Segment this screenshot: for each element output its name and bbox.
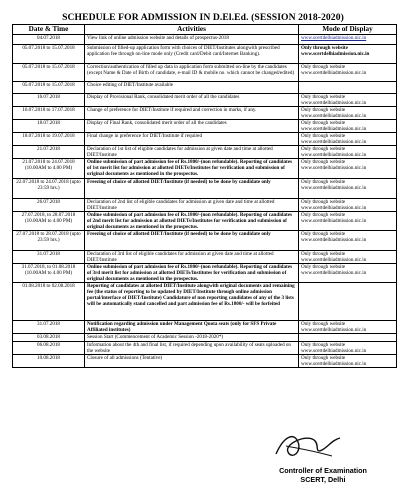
row-mode[interactable]: Only through website www.scertdelhiadmission.nic.in <box>299 199 397 212</box>
table-row <box>13 321 397 334</box>
row-activity: Declaration of 1st list of eligible candidates for admission at given date and time at allotted DIET/Institute <box>85 146 299 159</box>
row-activity: Choice editing of DIET/Institute available <box>85 82 299 94</box>
table-row <box>13 264 397 283</box>
row-date: 03.08.2018 <box>13 334 85 342</box>
row-mode[interactable]: Only through website www.scertdelhiadmission.nic.in <box>299 355 397 368</box>
row-date: 16.07.2018 to 17.07.2018 <box>13 107 85 120</box>
table-row <box>13 45 397 64</box>
row-activity: Declaration of 3rd list of eligible candidates for admission at given date and time at allotted DIET/Institute <box>85 251 299 264</box>
row-mode <box>299 334 397 342</box>
row-activity: Session Start (Commencement of Academic Session -2018-2020*) <box>85 334 299 342</box>
stamp-line-2: SCERT, Delhi <box>300 475 346 484</box>
row-date: 16.07.2018 <box>13 94 85 107</box>
table-row <box>13 334 397 342</box>
table-row <box>13 64 397 82</box>
row-mode[interactable]: Only through website www.scertdelhiadmission.nic.in <box>299 45 397 64</box>
schedule-table <box>12 24 397 368</box>
row-mode[interactable]: Only through website www.scertdelhiadmission.nic.in <box>299 179 397 199</box>
row-mode[interactable]: Only through website www.scertdelhiadmission.nic.in <box>299 120 397 133</box>
row-activity: Final change in preference for DIET/Institute if required <box>85 133 299 146</box>
official-stamp <box>268 466 378 484</box>
table-row <box>13 107 397 120</box>
signature-icon <box>236 426 356 466</box>
table-row <box>13 231 397 251</box>
row-mode <box>299 283 397 321</box>
row-date: 27.07.2018, to 28.07.2018 (10.00AM to 4.00 PM) <box>13 212 85 231</box>
table-row <box>13 120 397 133</box>
row-mode[interactable]: Only through website www.scertdelhiadmission.nic.in <box>299 94 397 107</box>
stamp-line-1: Controller of Examination <box>279 466 367 475</box>
table-row <box>13 146 397 159</box>
row-date: 05.07.2018 to 15.07.2018 <box>13 82 85 94</box>
table-row <box>13 199 397 212</box>
table-header-row <box>13 25 397 35</box>
table-row <box>13 251 397 264</box>
row-activity: Change of preference for DIET/Institute if required and correction in marks, if any. <box>85 107 299 120</box>
row-mode[interactable]: Only through website www.scertdelhiadmission.nic.in <box>299 212 397 231</box>
row-activity: View link of online admission website and details of prospectus-2018 <box>85 35 299 45</box>
row-mode[interactable]: Only through website www.scertdelhiadmission.nic.in <box>299 342 397 355</box>
row-activity: Freezing of choice of allotted DIET/Institute (if needed) to be done by candidate only <box>85 231 299 251</box>
row-activity: Online submission of part admission fee of Rs.1800/-(non refundable). Reporting of candidates of 3rd merit list for admission at allotted DIETs/Institutes for verification and submission of original documents as mentioned in the prospectus. <box>85 264 299 283</box>
table-row <box>13 35 397 45</box>
row-activity: Correction/authentication of filled up data in application form submitted on-line by the candidates (except Name & Date of Birth of candidate, e-mail ID & mobile no. which cannot be changed/edited) <box>85 64 299 82</box>
table-body <box>13 35 397 368</box>
row-date: 05.07.2018 to 15.07.2018 <box>13 45 85 64</box>
row-activity: Display of Final Rank, consolidated merit order of all the candidates <box>85 120 299 133</box>
row-date: 27.07.2018 to 28.07.2018 (upto 23:59 hrs.) <box>13 231 85 251</box>
row-mode[interactable]: Only through website www.scertdelhiadmission.nic.in <box>299 321 397 334</box>
row-activity: Information about the 4th and final list, if required depending upon availability of seats uploaded on the website <box>85 342 299 355</box>
row-activity: Online submission of part admission fee of Rs.1800/-(non refundable). Reporting of candidates of 1st merit list for admission at allotted DIETs/Institutes for verification and submission of original documents as mentioned in the prospectus. <box>85 159 299 179</box>
table-row <box>13 355 397 368</box>
row-activity: Submission of filled-up application form with choices of DIET/Institutes alongwith prescribed application fee through on-line mode only (Credit card/Debit card/Internet Banking). <box>85 45 299 64</box>
row-mode[interactable]: www.scertdelhiadmission.nic.in <box>299 35 397 45</box>
row-activity: Closure of all admissions (Tentative) <box>85 355 299 368</box>
page-title: SCHEDULE FOR ADMISSION IN D.El.Ed. (SESSION 2018-2020) <box>62 12 344 23</box>
row-mode[interactable]: Only through website www.scertdelhiadmission.nic.in <box>299 231 397 251</box>
header-mode: Mode of Display <box>299 25 397 35</box>
table-row <box>13 94 397 107</box>
row-mode[interactable]: Only through website www.scertdelhiadmission.nic.in <box>299 159 397 179</box>
row-mode[interactable]: Only through website www.scertdelhiadmission.nic.in <box>299 64 397 82</box>
row-activity: Reporting of candidates at allotted DIET/Institute alongwith original documents and remaining fee (the status of reporting to be updated by DIET/Institute through online admission portal/interface of DIET/Institute) Candidature of non reporting candidates of any of the 3 lists will be automatically stand cancelled and part admission fee of Rs.1800/- will be forfeited <box>85 283 299 321</box>
table-row <box>13 342 397 355</box>
row-date: 21.07.2018 <box>13 146 85 159</box>
table-row <box>13 179 397 199</box>
header-activities: Activities <box>85 25 299 35</box>
row-date: 10.08.2018 <box>13 355 85 368</box>
row-date: 01.08.2018 to 02.08.2018 <box>13 283 85 321</box>
row-mode[interactable]: Only through website www.scertdelhiadmission.nic.in <box>299 107 397 120</box>
row-date: 05.07.2018 to 15.07.2018 <box>13 64 85 82</box>
row-mode[interactable]: Only through website www.scertdelhiadmission.nic.in <box>299 133 397 146</box>
row-date: 31.07.2018 <box>13 321 85 334</box>
row-date: 04.07.2018 <box>13 35 85 45</box>
row-date: 21.07.2018 to 24.07.2018 (10.00AM to 4.00 PM) <box>13 159 85 179</box>
row-date: 22.07.2018 to 24.07.2018 (upto 23:59 hrs.) <box>13 179 85 199</box>
row-activity: Display of Provisional Rank, consolidated merit order of all the candidates <box>85 94 299 107</box>
row-activity: Freezing of choice of allotted DIET/Institute (if needed) to be done by candidate only <box>85 179 299 199</box>
row-activity: Online submission of part admission fee of Rs.1800/-(non refundable). Reporting of candidates of 2nd merit list for admission at allotted DIETs/Institutes for verification and submission of original documents as mentioned in the prospectus. <box>85 212 299 231</box>
row-activity: Declaration of 2nd list of eligible candidates for admission at given date and time at allotted DIET/Institute <box>85 199 299 212</box>
table-row <box>13 212 397 231</box>
row-date: 26.07.2018 <box>13 199 85 212</box>
row-date: 31.07.2018, to 01.08.2018 (10.00AM to 4.00 PM) <box>13 264 85 283</box>
row-mode[interactable]: Only through website www.scertdelhiadmission.nic.in <box>299 264 397 283</box>
row-mode <box>299 82 397 94</box>
table-row <box>13 283 397 321</box>
row-date: 18.07.2018 <box>13 120 85 133</box>
header-date: Date & Time <box>13 25 85 35</box>
row-date: 31.07.2018 <box>13 251 85 264</box>
table-row <box>13 82 397 94</box>
table-row <box>13 133 397 146</box>
table-row <box>13 159 397 179</box>
row-activity: Notification regarding admission under Management Quota seats (only for SFS Private Affiliated institutes) <box>85 321 299 334</box>
row-date: 18.07.2018 to 19.07.2018 <box>13 133 85 146</box>
row-date: 06.08.2018 <box>13 342 85 355</box>
row-mode[interactable]: Only through website www.scertdelhiadmission.nic.in <box>299 251 397 264</box>
row-mode[interactable]: Only through website www.scertdelhiadmission.nic.in <box>299 146 397 159</box>
